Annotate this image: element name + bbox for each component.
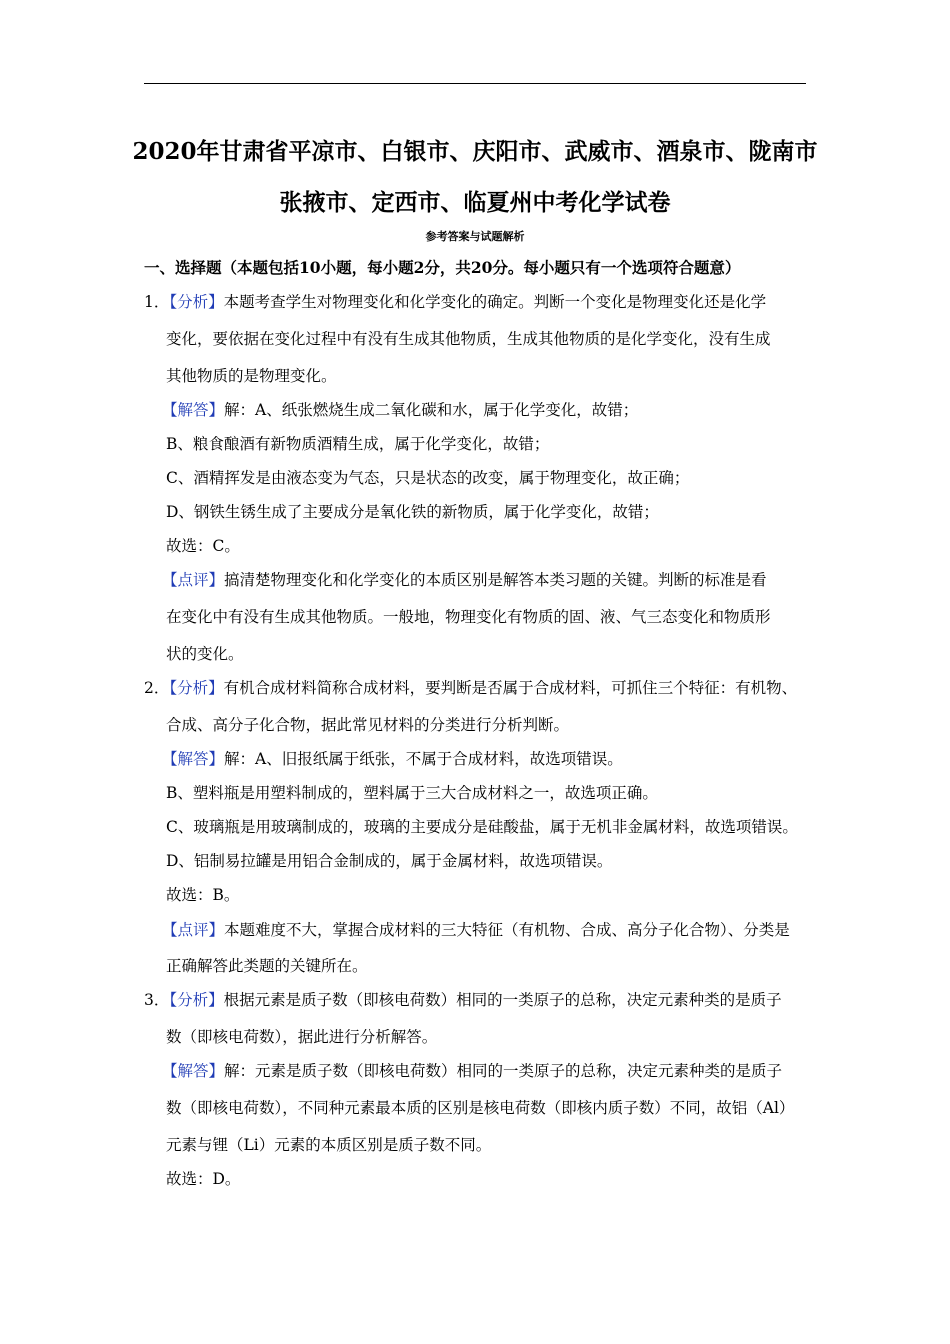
q2-number: 2． (144, 679, 170, 697)
answer-tag: 【解答】 (162, 1062, 225, 1080)
q2-answer-text-4: D、铝制易拉罐是用铝合金制成的，属于金属材料，故选项错误。 (166, 852, 613, 870)
q1-analysis-text-3: 其他物质的是物理变化。 (166, 367, 337, 385)
q1-analysis-text: 本题考查学生对物理变化和化学变化的确定。判断一个变化是物理变化还是化学 (223, 293, 767, 311)
q1-answer-text-2: B、粮食酿酒有新物质酒精生成，属于化学变化，故错； (166, 435, 550, 453)
q3-analysis-text-2: 数（即核电荷数），据此进行分析解答。 (166, 1028, 438, 1046)
q2-answer-line (162, 749, 623, 769)
header-rule (144, 83, 806, 84)
q1-comment-text-3: 状的变化。 (166, 645, 244, 663)
q3-answer-text-2: 数（即核电荷数），不同种元素最本质的区别是核电荷数（即核内质子数）不同，故铝（Al） (166, 1099, 795, 1117)
q1-analysis-line (144, 292, 766, 312)
q3-answer-text: 解：元素是质子数（即核电荷数）相同的一类原子的总称，决定元素种类的是质子 (224, 1062, 783, 1080)
q1-answer-text-3: C、酒精挥发是由液态变为气态，只是状态的改变，属于物理变化，故正确； (166, 469, 690, 487)
doc-title-line2: 张掖市、定西市、临夏州中考化学试卷 (279, 189, 671, 216)
answer-tag: 【解答】 (162, 401, 225, 419)
q1-answer-line (162, 400, 638, 420)
q1-choice: 故选：C。 (166, 537, 240, 555)
q2-answer-text-2: B、塑料瓶是用塑料制成的，塑料属于三大合成材料之一，故选项正确。 (166, 784, 658, 802)
q1-answer-text-4: D、钢铁生锈生成了主要成分是氧化铁的新物质，属于化学变化，故错； (166, 503, 659, 521)
q3-analysis-line (144, 990, 782, 1010)
section-heading: 一、选择题（本题包括10小题，每小题2分，共20分。每小题只有一个选项符合题意） (144, 258, 741, 277)
q3-number: 3． (144, 991, 170, 1009)
q3-analysis-text: 根据元素是质子数（即核电荷数）相同的一类原子的总称，决定元素种类的是质子 (223, 991, 782, 1009)
q2-analysis-text-2: 合成、高分子化合物，据此常见材料的分类进行分析判断。 (166, 716, 570, 734)
analysis-tag: 【分析】 (169, 679, 224, 697)
analysis-tag: 【分析】 (169, 991, 224, 1009)
q3-choice: 故选：D。 (166, 1170, 241, 1188)
q1-comment-line (162, 570, 767, 590)
comment-tag: 【点评】 (162, 571, 225, 589)
comment-tag: 【点评】 (162, 921, 225, 939)
q1-comment-text-2: 在变化中有没有生成其他物质。一般地，物理变化有物质的固、液、气三态变化和物质形 (166, 608, 771, 626)
q3-answer-line (162, 1061, 782, 1081)
doc-subtitle: 参考答案与试题解析 (425, 230, 525, 243)
analysis-tag: 【分析】 (169, 293, 224, 311)
q2-answer-text-3: C、玻璃瓶是用玻璃制成的，玻璃的主要成分是硅酸盐，属于无机非金属材料，故选项错误。 (166, 818, 798, 836)
q1-comment-text: 搞清楚物理变化和化学变化的本质区别是解答本类习题的关键。判断的标准是看 (224, 571, 767, 589)
q2-comment-text: 本题难度不大，掌握合成材料的三大特征（有机物、合成、高分子化合物）、分类是 (224, 921, 790, 939)
answer-tag: 【解答】 (162, 750, 225, 768)
q2-analysis-text: 有机合成材料简称合成材料，要判断是否属于合成材料，可抓住三个特征：有机物、 (223, 679, 798, 697)
q2-comment-line (162, 920, 790, 940)
q2-analysis-line (144, 678, 797, 698)
q1-answer-text: 解：A、纸张燃烧生成二氧化碳和水，属于化学变化，故错； (224, 401, 639, 419)
q2-comment-text-2: 正确解答此类题的关键所在。 (166, 957, 368, 975)
q2-answer-text: 解：A、旧报纸属于纸张，不属于合成材料，故选项错误。 (224, 750, 623, 768)
q1-number: 1． (144, 293, 170, 311)
doc-title-line1: 2020年甘肃省平凉市、白银市、庆阳市、武威市、酒泉市、陇南市 (132, 138, 818, 165)
q3-answer-text-3: 元素与锂（Li）元素的本质区别是质子数不同。 (166, 1136, 492, 1154)
q1-analysis-text-2: 变化，要依据在变化过程中有没有生成其他物质，生成其他物质的是化学变化，没有生成 (166, 330, 771, 348)
q2-choice: 故选：B。 (166, 886, 240, 904)
